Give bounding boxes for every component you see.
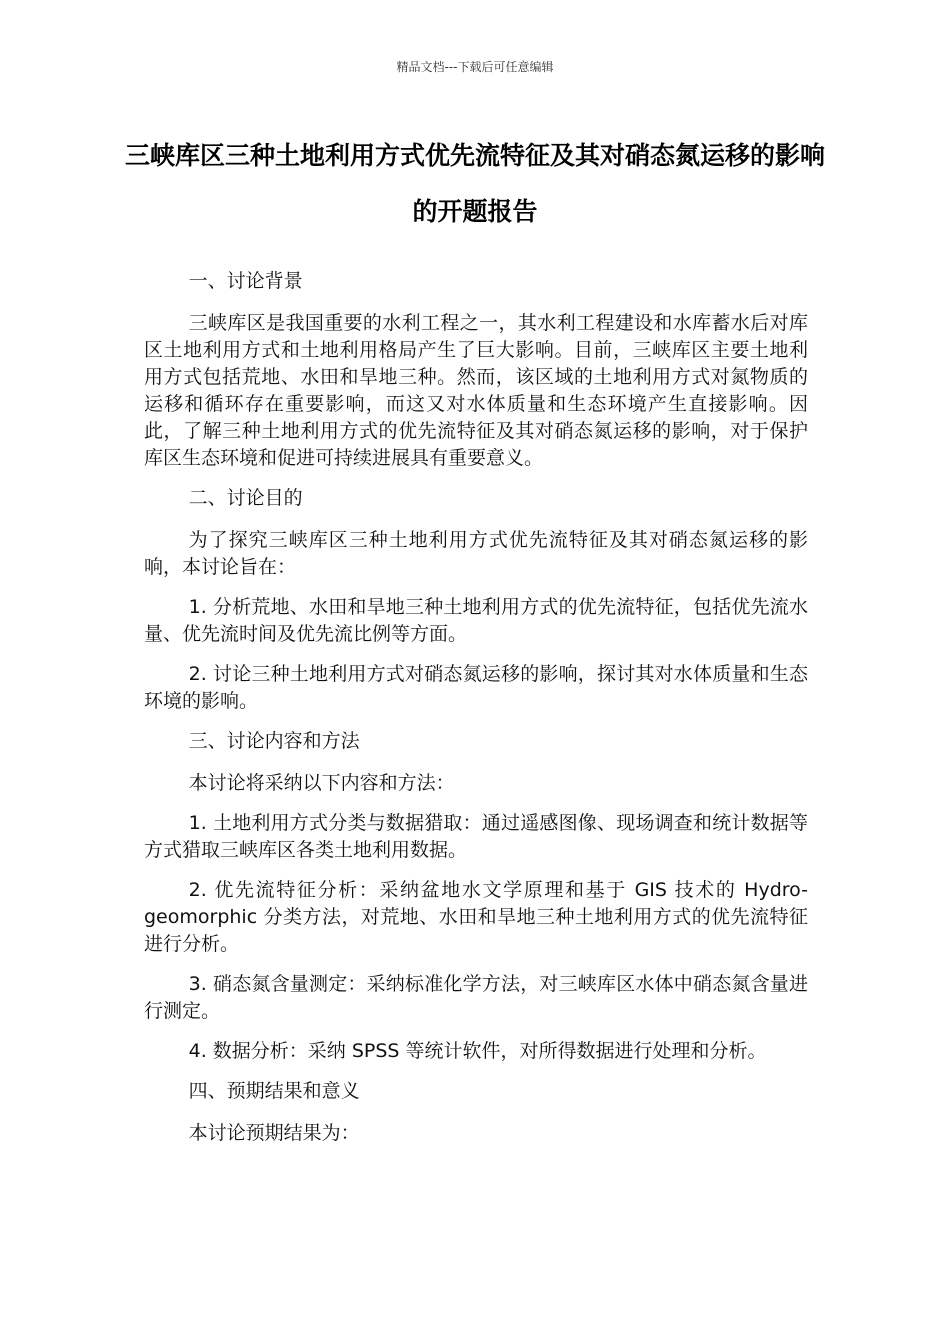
paragraph: 三峡库区是我国重要的水利工程之一，其水利工程建设和水库蓄水后对库区土地利用方式和土地利用格局产生了巨大影响。目前，三峡库区主要土地利用方式包括荒地、水田和旱地三种。然而，该区域的土地利用方式对氮物质的运移和循环存在重要影响，而这又对水体质量和生态环境产生直接影响。因此，了解三种土地利用方式的优先流特征及其对硝态氮运移的影响，对于保护库区生态环境和促进可持续进展具有重要意义。 bbox=[144, 312, 808, 469]
section-heading: 二、讨论目的 bbox=[188, 487, 303, 509]
section-heading: 三、讨论内容和方法 bbox=[188, 730, 360, 752]
list-item: 1. 土地利用方式分类与数据猎取：通过遥感图像、现场调查和统计数据等方式猎取三峡库区各类土地利用数据。 bbox=[144, 812, 808, 861]
paragraph: 本讨论预期结果为： bbox=[188, 1122, 360, 1144]
list-item: 2. 优先流特征分析：采纳盆地水文学原理和基于 GIS 技术的 Hydro-geomorphic 分类方法，对荒地、水田和旱地三种土地利用方式的优先流特征进行分析。 bbox=[144, 879, 808, 955]
paragraph: 为了探究三峡库区三种土地利用方式优先流特征及其对硝态氮运移的影响，本讨论旨在： bbox=[144, 529, 808, 578]
section-heading: 四、预期结果和意义 bbox=[188, 1080, 360, 1102]
list-item: 3. 硝态氮含量测定：采纳标准化学方法，对三峡库区水体中硝态氮含量进行测定。 bbox=[144, 973, 808, 1022]
list-item: 4. 数据分析：采纳 SPSS 等统计软件，对所得数据进行处理和分析。 bbox=[188, 1040, 767, 1062]
list-item: 1. 分析荒地、水田和旱地三种土地利用方式的优先流特征，包括优先流水量、优先流时间及优先流比例等方面。 bbox=[144, 596, 808, 645]
section-heading: 一、讨论背景 bbox=[188, 270, 303, 292]
document-body bbox=[144, 268, 808, 1160]
list-item: 2. 讨论三种土地利用方式对硝态氮运移的影响，探讨其对水体质量和生态环境的影响。 bbox=[144, 663, 808, 712]
paragraph: 本讨论将采纳以下内容和方法： bbox=[188, 772, 455, 794]
document-title: 三峡库区三种土地利用方式优先流特征及其对硝态氮运移的影响的开题报告 bbox=[124, 141, 825, 226]
header-note: 精品文档---下载后可任意编辑 bbox=[396, 60, 554, 74]
